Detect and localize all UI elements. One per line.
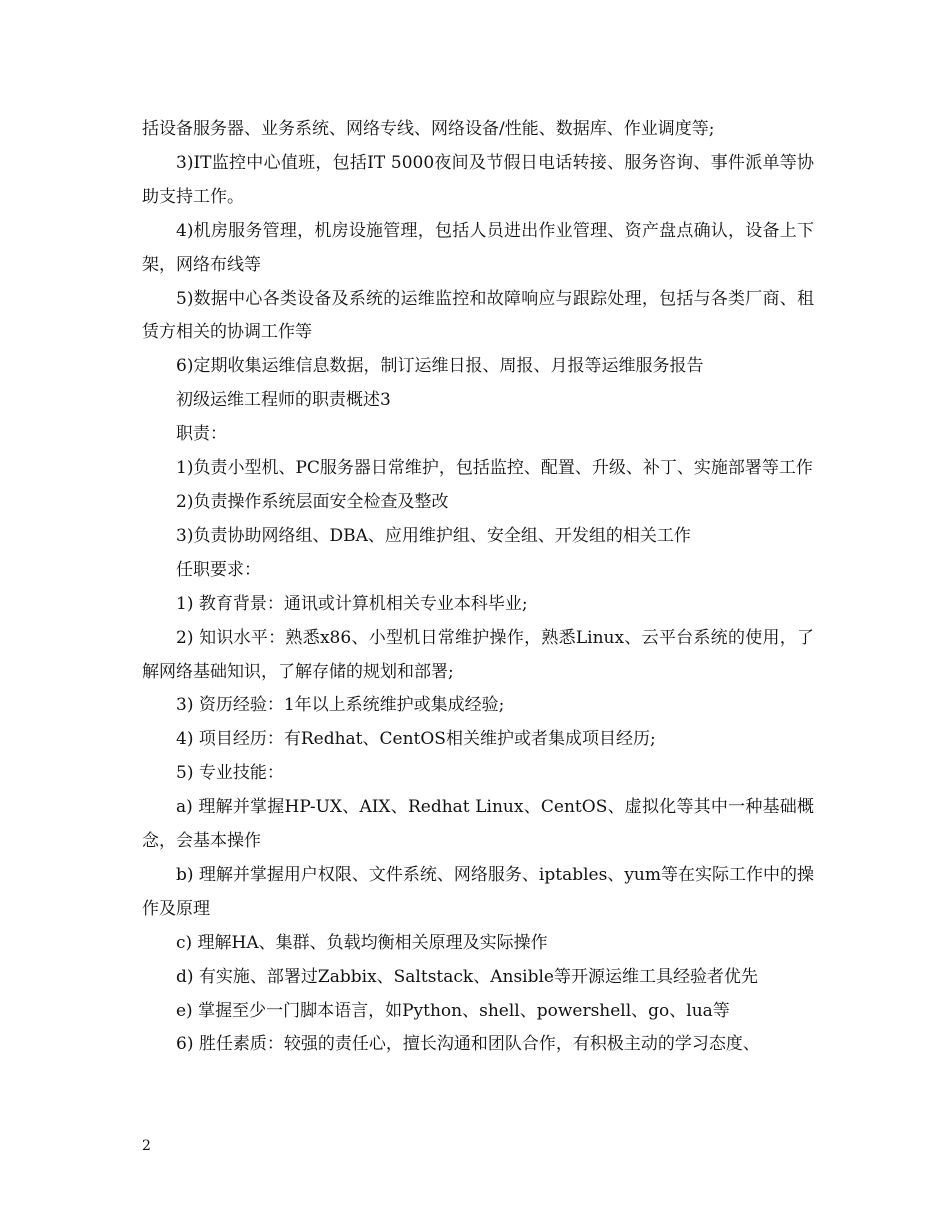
subheading-requirements: 任职要求： [176,559,261,580]
paragraph: 2)负责操作系统层面安全检查及整改 [176,491,449,512]
paragraph: 6)定期收集运维信息数据，制订运维日报、周报、月报等运维服务报告 [176,356,704,377]
paragraph: 3)IT监控中心值班，包括IT 5000夜间及节假日电话转接、服务咨询、事件派单等协助支持工作。 [142,152,814,207]
paragraph: 4)机房服务管理，机房设施管理，包括人员进出作业管理、资产盘点确认，设备上下架，网络布线等 [142,220,814,275]
paragraph: 1) 教育背景：通讯或计算机相关专业本科毕业; [176,593,528,614]
section-heading: 初级运维工程师的职责概述3 [176,390,391,411]
paragraph: c) 理解HA、集群、负载均衡相关原理及实际操作 [176,932,548,953]
paragraph: 4) 项目经历：有Redhat、CentOS相关维护或者集成项目经历; [176,729,656,750]
paragraph: d) 有实施、部署过Zabbix、Saltstack、Ansible等开源运维工具经验者优先 [176,966,758,987]
paragraph: 3) 资历经验：1年以上系统维护或集成经验; [176,695,505,716]
paragraph: 3)负责协助网络组、DBA、应用维护组、安全组、开发组的相关工作 [176,525,691,546]
paragraph: e) 掌握至少一门脚本语言，如Python、shell、powershell、go、lua等 [176,1000,730,1021]
paragraph: 6) 胜任素质：较强的责任心，擅长沟通和团队合作，有积极主动的学习态度、 [176,1034,760,1055]
paragraph: 2) 知识水平：熟悉x86、小型机日常维护操作，熟悉Linux、云平台系统的使用，了解网络基础知识，了解存储的规划和部署; [142,627,814,682]
subheading-duties: 职责： [176,424,227,445]
page-number: 2 [142,1138,151,1154]
document-body [142,113,814,1062]
paragraph: 1)负责小型机、PC服务器日常维护，包括监控、配置、升级、补丁、实施部署等工作 [176,458,813,479]
paragraph: 括设备服务器、业务系统、网络专线、网络设备/性能、数据库、作业调度等; [142,119,715,139]
paragraph: 5)数据中心各类设备及系统的运维监控和故障响应与跟踪处理，包括与各类厂商、租赁方相关的协调工作等 [142,288,814,343]
paragraph: 5) 专业技能： [176,763,284,784]
paragraph: a) 理解并掌握HP-UX、AIX、Redhat Linux、CentOS、虚拟化等其中一种基础概念，会基本操作 [142,797,814,852]
paragraph: b) 理解并掌握用户权限、文件系统、网络服务、iptables、yum等在实际工作中的操作及原理 [142,864,814,919]
